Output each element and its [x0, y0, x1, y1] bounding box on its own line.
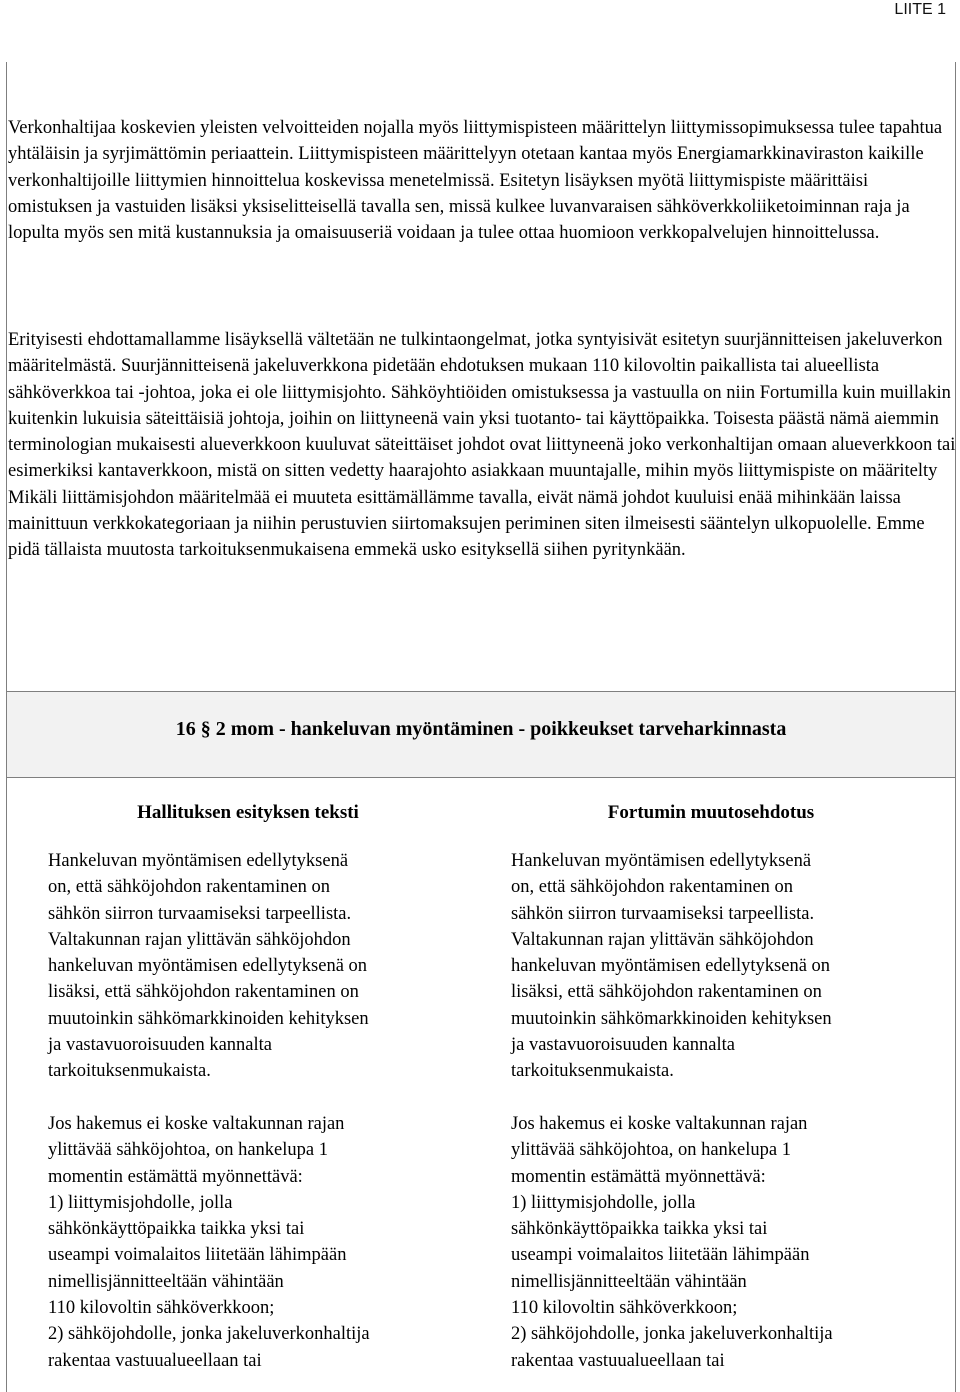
text-line: lisäksi, että sähköjohdon rakentaminen on	[511, 982, 822, 1003]
section-header	[7, 692, 955, 777]
text-line: Hankeluvan myöntämisen edellytyksenä	[48, 851, 349, 871]
fortum-proposal-text	[511, 848, 921, 1374]
text-line: rakentaa vastuualueellaan tai	[48, 1350, 262, 1371]
government-proposal-text	[48, 848, 458, 1374]
government-proposal-column	[48, 800, 458, 1374]
text-line: useampi voimalaitos liitetään lähimpään	[511, 1245, 810, 1266]
fortum-proposal-heading: Fortumin muutosehdotus	[607, 802, 815, 823]
text-line: sähkönkäyttöpaikka taikka yksi tai	[511, 1219, 768, 1240]
text-line: Hankeluvan myöntämisen edellytyksenä	[511, 851, 812, 871]
text-line: muutoinkin sähkömarkkinoiden kehityksen	[511, 1008, 832, 1029]
text-line: nimellisjännitteeltään vähintään	[511, 1271, 747, 1292]
text-line: Jos hakemus ei koske valtakunnan rajan	[48, 1113, 345, 1134]
text-line: Valtakunnan rajan ylittävän sähköjohdon	[48, 929, 351, 950]
section-title: 16 § 2 mom - hankeluvan myöntäminen - poikkeukset tarveharkinnasta	[175, 718, 787, 740]
text-line: hankeluvan myöntämisen edellytyksenä on	[511, 956, 831, 977]
text-line: lisäksi, että sähköjohdon rakentaminen on	[48, 982, 359, 1003]
text-line: 110 kilovoltin sähköverkkoon;	[511, 1298, 738, 1319]
text-line: on, että sähköjohdon rakentaminen on	[48, 877, 331, 898]
text-line: nimellisjännitteeltään vähintään	[48, 1271, 284, 1292]
appendix-label: LIITE 1	[894, 1, 946, 18]
text-line: useampi voimalaitos liitetään lähimpään	[48, 1245, 347, 1266]
text-line: ylittävää sähköjohtoa, on hankelupa 1	[511, 1140, 791, 1161]
text-line: Jos hakemus ei koske valtakunnan rajan	[511, 1113, 808, 1134]
text-line: muutoinkin sähkömarkkinoiden kehityksen	[48, 1008, 369, 1029]
text-line: 1) liittymisjohdolle, jolla	[48, 1192, 233, 1213]
text-line: hankeluvan myöntämisen edellytyksenä on	[48, 956, 368, 977]
text-line: tarkoituksenmukaista.	[48, 1061, 211, 1082]
paragraph-gap	[48, 1085, 458, 1111]
text-line: sähkön siirron turvaamiseksi tarpeellista.	[511, 903, 815, 924]
text-line: tarkoituksenmukaista.	[511, 1061, 674, 1082]
text-line: Valtakunnan rajan ylittävän sähköjohdon	[511, 929, 814, 950]
text-line: ylittävää sähköjohtoa, on hankelupa 1	[48, 1140, 328, 1161]
text-line: 1) liittymisjohdolle, jolla	[511, 1192, 696, 1213]
paragraph-gap	[511, 1085, 921, 1111]
text-line: momentin estämättä myönnettävä:	[48, 1166, 303, 1187]
section-bottom-rule	[6, 777, 956, 778]
intro-paragraph-2: Erityisesti ehdottamallamme lisäyksellä vältetään ne tulkintaongelmat, jotka syntyisivät esitetyn suurjännitteisen jakeluverkon määritelmästä. Suurjännitteisenä jakeluverkkona pidetään ehdotuksen mukaan 110 kilovoltin paikallista tai alueellista sähköverkkoa tai -johtoa, joka ei ole liittymisjohto. Sähköyhtiöiden omistuksessa ja vastuulla on niin Fortumilla kuin muillakin kuitenkin lukuisia säteittäisiä johtoja, joihin on liittyneenä vain yksi tuotanto- tai käyttöpaikka. Toisesta päästä nämä aiemmin terminologian mukaisesti alueverkkoon kuuluvat säteittäiset johdot ovat liittyneenä joko verkonhaltijan omaan alueverkkoon tai esimerkiksi kantaverkkoon, mistä on sitten vedetty haarajohto asiakkaan muuntajalle, mihin myös liittymispiste on määritelty Mikäli liittämisjohdon määritelmää ei muuteta esittämällämme tavalla, eivät nämä johdot kuuluisi enää mihinkään laissa mainittuun verkkokategoriaan ja niihin perustuvien siirtomaksujen periminen siten ilmeisesti sääntelyn ulkopuolelle. Emme pidä tällaista muutosta tarkoituksenmukaisena emmekä usko esityksellä siihen pyritynkään.	[8, 330, 956, 561]
government-proposal-heading: Hallituksen esityksen teksti	[137, 802, 359, 823]
text-line: momentin estämättä myönnettävä:	[511, 1166, 766, 1187]
text-line: 2) sähköjohdolle, jonka jakeluverkonhaltija	[48, 1324, 370, 1345]
text-line: 110 kilovoltin sähköverkkoon;	[48, 1298, 275, 1319]
intro-paragraph-1: Verkonhaltijaa koskevien yleisten velvoitteiden nojalla myös liittymispisteen määrittelyn liittymissopimuksessa tulee tapahtua yhtäläisin ja syrjimättömin periaattein. Liittymispisteen määrittelyyn otetaan kantaa myös Energiamarkkinaviraston kaikille verkonhaltijoille liittymien hinnoittelua koskevissa menetelmissä. Esitetyn lisäyksen myötä liittymispiste määrittäisi omistuksen ja vastuiden lisäksi yksiselitteisellä tavalla sen, missä kulkee luvanvaraisen sähköverkkoliiketoiminnan raja ja lopulta myös sen mitä kustannuksia ja omaisuuseriä voidaan ja tulee ottaa huomioon verkkopalvelujen hinnoittelussa.	[8, 118, 943, 244]
fortum-proposal-column	[511, 800, 921, 1374]
text-line: rakentaa vastuualueellaan tai	[511, 1350, 725, 1371]
text-line: sähkön siirron turvaamiseksi tarpeellista.	[48, 903, 352, 924]
text-line: sähkönkäyttöpaikka taikka yksi tai	[48, 1219, 305, 1240]
text-line: 2) sähköjohdolle, jonka jakeluverkonhaltija	[511, 1324, 833, 1345]
text-line: on, että sähköjohdon rakentaminen on	[511, 877, 794, 898]
text-line: ja vastavuoroisuuden kannalta	[48, 1035, 272, 1056]
text-line: ja vastavuoroisuuden kannalta	[511, 1035, 735, 1056]
